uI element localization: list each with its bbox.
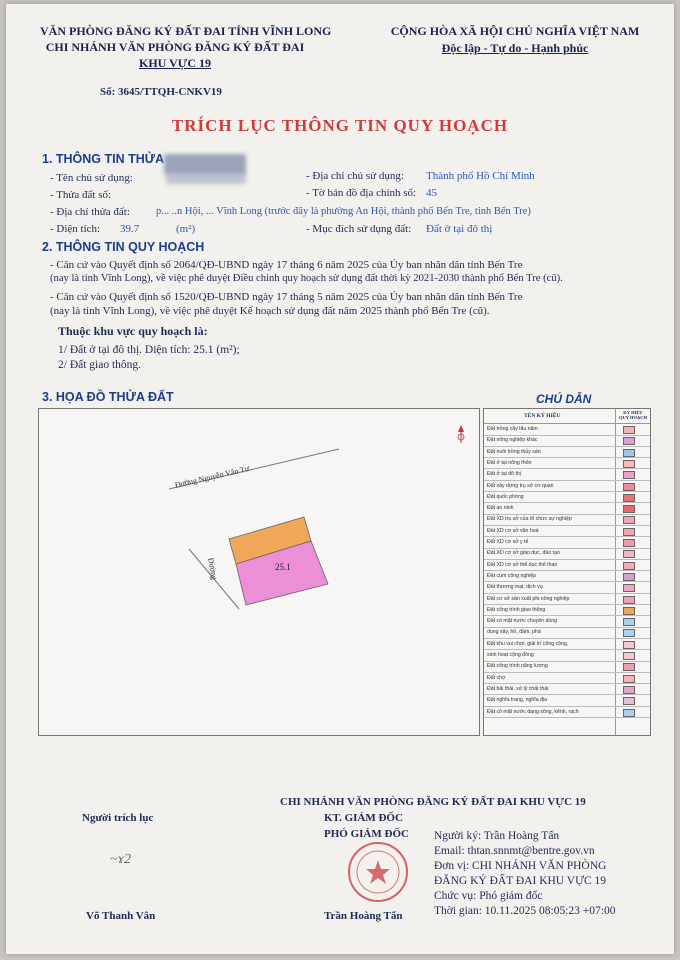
owner-address-label: - Địa chỉ chủ sử dụng: [306, 170, 404, 182]
legend-row [484, 695, 650, 707]
document-title: TRÍCH LỤC THÔNG TIN QUY HOẠCH [171, 116, 509, 135]
legend-item-label: Đất chợ [487, 674, 506, 681]
legend-table [483, 408, 651, 736]
legend-item-label: Đất cơ sở sản xuất phi nông nghiệp [487, 595, 570, 602]
official-stamp-icon [346, 840, 410, 904]
purpose-label: - Mục đích sử dụng đất: [306, 223, 412, 235]
legend-swatch [623, 460, 635, 468]
ds-email: Email: thtan.snnmt@bentre.gov.vn [434, 845, 595, 857]
parcel-map-drawing [39, 409, 479, 735]
legend-item-label: Đất ở tại nông thôn [487, 459, 532, 466]
address-value: p... ..n Hội, ... Vĩnh Long (trước đây là phường An Hội, thành phố Bến Tre, tỉnh Bến Tre) [156, 206, 531, 217]
area-value: 39.7 [120, 223, 140, 235]
document-number: Số: 3645/TTQH-CNKV19 [100, 86, 222, 98]
section-2-heading: 2. THÔNG TIN QUY HOẠCH [42, 240, 205, 254]
decision-1-line-1: - Căn cứ vào Quyết định số 2064/QĐ-UBND ngày 17 tháng 6 năm 2025 của Ủy ban nhân dân tỉnh Bến Tre [50, 259, 523, 271]
nation-line: CỘNG HÒA XÃ HỘI CHỦ NGHĨA VIỆT NAM [390, 24, 640, 38]
handwritten-signature: ~ɤ2 [110, 852, 131, 867]
signer-name: Trần Hoàng Tấn [324, 910, 403, 922]
legend-swatch [623, 584, 635, 592]
decision-2-line-2: (nay là tỉnh Vĩnh Long), về việc phê duyệt Kế hoạch sử dụng đất năm 2025 thành phố Bến Tre (cũ). [50, 305, 490, 317]
legend-swatch [623, 516, 635, 524]
legend-row [484, 571, 650, 583]
legend-row [484, 548, 650, 560]
legend-item-label: Đất ở tại đô thị [487, 471, 521, 478]
legend-swatch [623, 494, 635, 502]
legend-item-label: Đất XD trụ sở của tổ chức sự nghiệp [487, 516, 572, 523]
owner-label: - Tên chủ sử dụng: [50, 172, 133, 184]
legend-row [484, 526, 650, 538]
decision-1-line-2: (nay là tỉnh Vĩnh Long), về việc phê duyệt Điều chỉnh quy hoạch sử dụng đất thời kỳ 2021-2030 thành phố Bến Tre (cũ). [50, 273, 563, 284]
legend-row [484, 560, 650, 572]
legend-swatch [623, 675, 635, 683]
legend-row [484, 503, 650, 515]
legend-swatch [623, 471, 635, 479]
legend-item-label: Đất có mặt nước chuyên dùng [487, 618, 558, 625]
ds-signer: Người ký: Trần Hoàng Tấn [434, 830, 560, 842]
legend-item-label: Đất có mặt nước dạng sông, kênh, rạch [487, 708, 579, 715]
section-3-heading: 3. HỌA ĐỒ THỬA ĐẤT [42, 390, 174, 404]
legend-row [484, 639, 650, 651]
ds-unit-line-1: Đơn vị: CHI NHÁNH VĂN PHÒNG [434, 860, 607, 872]
legend-item-label: Đất nghĩa trang, nghĩa địa [487, 697, 547, 704]
ds-position: Chức vụ: Phó giám đốc [434, 890, 543, 902]
legend-swatch [623, 573, 635, 581]
zone-item-1: 1/ Đất ở tại đô thị. Diện tích: 25.1 (m²); [58, 344, 240, 356]
map-sheet-label: - Tờ bản đồ địa chính số: [306, 187, 417, 199]
legend-row [484, 537, 650, 549]
legend-item-label: Đất nông nghiệp khác [487, 437, 538, 444]
legend-row [484, 707, 650, 719]
legend-row [484, 661, 650, 673]
legend-item-label: Đất XD cơ sở văn hoá [487, 527, 539, 534]
legend-swatch [623, 550, 635, 558]
legend-item-label: Đất công trình giao thông [487, 606, 546, 613]
legend-swatch [623, 596, 635, 604]
document-page [6, 4, 674, 954]
legend-swatch [623, 629, 635, 637]
road-label-side: Đường [206, 557, 219, 581]
legend-swatch [623, 426, 635, 434]
legend-item-label: dụng xây, hồ, đầm, phá [487, 629, 541, 636]
agency-line-1: VĂN PHÒNG ĐĂNG KÝ ĐẤT ĐAI TỈNH VĨNH LONG [40, 24, 332, 38]
legend-item-label: Đất XD cơ sở y tế [487, 539, 529, 545]
purpose-value: Đất ở tại đô thị [426, 223, 493, 235]
legend-row [484, 684, 650, 696]
legend-row [484, 435, 650, 447]
redacted-owner [164, 154, 246, 174]
zone-item-2: 2/ Đất giao thông. [58, 359, 142, 371]
extractor-title: Người trích lục [82, 812, 154, 824]
legend-item-label: Đất cụm công nghiệp [487, 572, 537, 579]
legend-row [484, 605, 650, 617]
motto-line: Độc lập - Tự do - Hạnh phúc [441, 41, 589, 55]
legend-row [484, 582, 650, 594]
legend-row [484, 424, 650, 436]
legend-row [484, 492, 650, 504]
legend-swatch [623, 483, 635, 491]
legend-item-label: Đất XD cơ sở thể dục thể thao [487, 561, 558, 568]
zone-heading: Thuộc khu vực quy hoạch là: [58, 324, 208, 338]
legend-swatch [623, 618, 635, 626]
legend-swatch [623, 437, 635, 445]
legend-swatch [623, 449, 635, 457]
legend-swatch [623, 697, 635, 705]
legend-item-label: Đất xây dựng trụ sở cơ quan [487, 482, 554, 489]
redacted-info [166, 172, 246, 184]
parcel-area-label: 25.1 [275, 562, 291, 572]
owner-address-value: Thành phố Hồ Chí Minh [426, 170, 535, 182]
agency-line-2: CHI NHÁNH VĂN PHÒNG ĐĂNG KÝ ĐẤT ĐAI [45, 40, 305, 54]
area-unit: (m²) [176, 223, 196, 235]
legend-row [484, 447, 650, 459]
legend-row [484, 594, 650, 606]
legend-row [484, 627, 650, 639]
legend-item-label: Đất an ninh [487, 505, 514, 512]
address-label: - Địa chỉ thửa đất: [50, 206, 130, 218]
legend-item-label: sinh hoạt cộng đồng [487, 652, 534, 658]
legend-row [484, 458, 650, 470]
legend-item-label: Đất trồng cây lâu năm [487, 426, 538, 432]
ds-unit-line-2: ĐĂNG KÝ ĐẤT ĐAI KHU VỰC 19 [434, 875, 607, 887]
legend-item-label: Đất khu vui chơi, giải trí công cộng, [487, 640, 569, 647]
legend-row [484, 481, 650, 493]
legend-swatch [623, 709, 635, 717]
legend-item-label: Đất quốc phòng [487, 493, 524, 500]
map-sheet-value: 45 [426, 187, 437, 199]
decision-2-line-1: - Căn cứ vào Quyết định số 1520/QĐ-UBND ngày 17 tháng 5 năm 2025 của Ủy ban nhân dân tỉnh Bến Tre [50, 291, 523, 303]
legend-col-symbol: KÝ HIỆU QUY HOẠCH [619, 410, 647, 420]
extractor-name: Võ Thanh Vân [86, 910, 156, 922]
legend-swatch [623, 607, 635, 615]
legend-row [484, 673, 650, 685]
legend-item-label: Đất bãi thải, xử lý chất thải [487, 685, 549, 692]
legend-swatch [623, 652, 635, 660]
deputy-director: PHÓ GIÁM ĐỐC [324, 828, 409, 840]
legend-row [484, 650, 650, 662]
legend-item-label: Đất công trình năng lượng [487, 663, 548, 670]
legend-swatch [623, 539, 635, 547]
legend-item-label: Đất XD cơ sở giáo dục, đào tạo [487, 550, 560, 557]
legend-col-name: TÊN KÝ HIỆU [524, 413, 561, 419]
agency-line-3: KHU VỰC 19 [139, 56, 211, 70]
area-label: - Diện tích: [50, 223, 101, 235]
signing-org: CHI NHÁNH VĂN PHÒNG ĐĂNG KÝ ĐẤT ĐAI KHU VỰC 19 [280, 796, 586, 808]
legend-swatch [623, 663, 635, 671]
ds-time: Thời gian: 10.11.2025 08:05:23 +07:00 [434, 905, 616, 917]
legend-item-label: Đất thương mại, dịch vụ [487, 584, 543, 591]
north-arrow-icon [458, 425, 464, 443]
legend-swatch [623, 562, 635, 570]
parcel-label: - Thửa đất số: [50, 189, 112, 201]
legend-swatch [623, 641, 635, 649]
legend-swatch [623, 528, 635, 536]
road-label-nguyen-van-tu: Đường Nguyễn Văn Tư [174, 463, 251, 490]
legend-title: CHÚ DẪN [536, 392, 592, 406]
legend-swatch [623, 505, 635, 513]
legend-row [484, 616, 650, 628]
section-1-heading: 1. THÔNG TIN THỬA [42, 152, 165, 166]
legend-swatch [623, 686, 635, 694]
legend-header [484, 409, 650, 424]
kt-director: KT. GIÁM ĐỐC [324, 812, 403, 824]
parcel-map [38, 408, 480, 736]
legend-row [484, 469, 650, 481]
legend-item-label: Đất nuôi trồng thủy sản [487, 448, 541, 455]
legend-row [484, 514, 650, 526]
